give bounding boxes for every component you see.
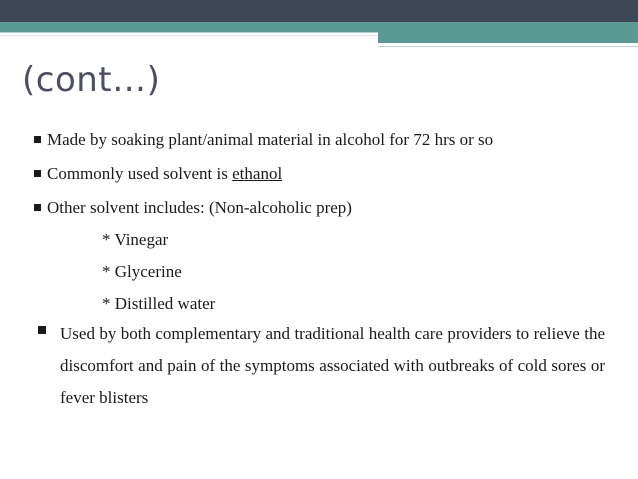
sub-item: * Vinegar	[102, 230, 169, 249]
sub-item: * Glycerine	[102, 262, 182, 281]
slide-title: (cont…)	[22, 60, 161, 100]
header-band-dark	[0, 0, 638, 22]
square-bullet-icon	[34, 170, 41, 177]
header-rule	[0, 32, 378, 33]
bullet-text: Other solvent includes: (Non-alcoholic prep)	[47, 198, 352, 217]
bullet-item	[34, 198, 352, 218]
bullet-text: Made by soaking plant/animal material in alcohol for 72 hrs or so	[47, 130, 494, 149]
bullet-paragraph: Used by both complementary and traditional health care providers to relieve the discomfort and pain of the symptoms associated with outbreaks of cold sores or fever blisters	[60, 324, 605, 407]
sub-item: * Distilled water	[102, 294, 216, 313]
bullet-item	[34, 164, 282, 184]
square-bullet-icon	[34, 204, 41, 211]
header-rule	[378, 46, 638, 47]
header-rule	[0, 35, 378, 36]
header-band-teal-tab	[378, 22, 638, 43]
underlined-term: ethanol	[232, 164, 283, 183]
square-bullet-icon	[34, 136, 41, 143]
bullet-text: Commonly used solvent is	[47, 164, 233, 183]
square-bullet-icon	[38, 326, 46, 334]
bullet-item	[34, 130, 493, 150]
